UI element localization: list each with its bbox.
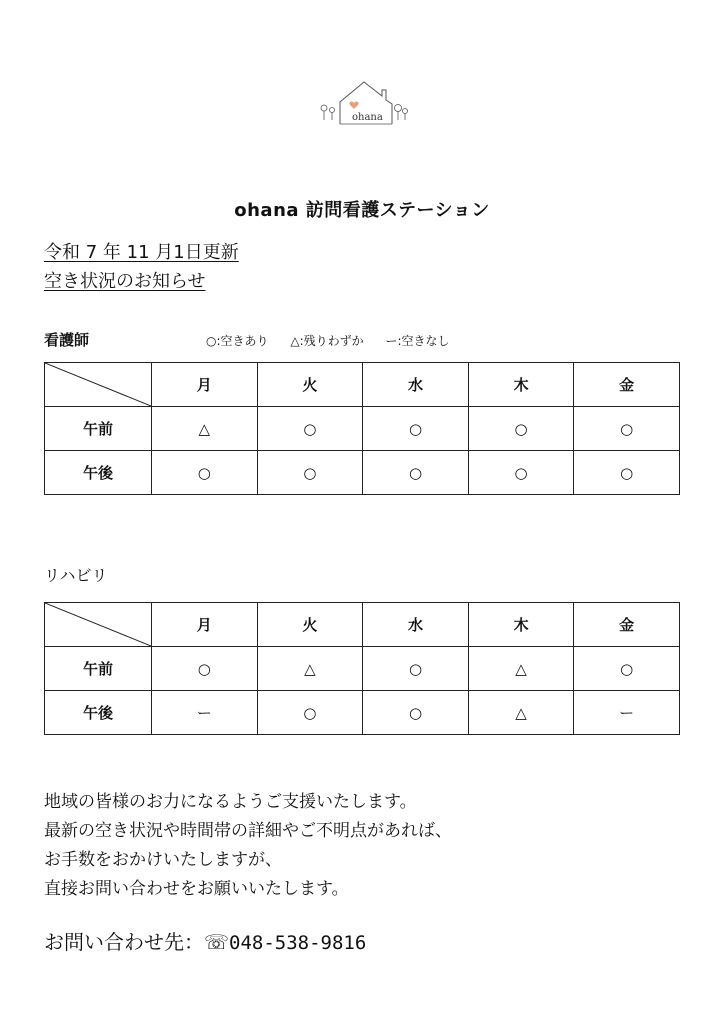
availability-mark: △ [468, 647, 574, 691]
table-row [45, 647, 680, 691]
day-header: 火 [257, 363, 363, 407]
legend-none: ー:空きなし [385, 334, 450, 348]
day-header: 水 [363, 603, 469, 647]
message-line: 最新の空き状況や時間帯の詳細やご不明点があれば、 [44, 821, 452, 841]
row-label-am: 午前 [45, 647, 152, 691]
phone-number[interactable]: 048-538-9816 [229, 932, 367, 954]
availability-mark: ○ [257, 407, 363, 451]
legend-available: ○:空きあり [206, 334, 269, 348]
day-header: 月 [152, 603, 258, 647]
row-label-am: 午前 [45, 407, 152, 451]
notice-heading: 空き状況のお知らせ [44, 271, 206, 292]
message-line: お手数をおかけいたしますが、 [44, 850, 282, 870]
day-header: 木 [468, 363, 574, 407]
contact-line [44, 926, 366, 955]
availability-mark: ○ [574, 647, 680, 691]
phone-icon: ☏ [204, 930, 230, 954]
nurse-schedule-table [44, 362, 680, 495]
legend-few: △:残りわずか [290, 334, 364, 348]
day-header: 月 [152, 363, 258, 407]
availability-mark: ○ [468, 451, 574, 495]
availability-mark: △ [152, 407, 258, 451]
day-header: 金 [574, 363, 680, 407]
row-label-pm: 午後 [45, 451, 152, 495]
day-header: 水 [363, 363, 469, 407]
availability-mark: ○ [257, 691, 363, 735]
availability-mark: ○ [257, 451, 363, 495]
availability-mark: ○ [468, 407, 574, 451]
header-row [45, 363, 680, 407]
day-header: 金 [574, 603, 680, 647]
corner-cell [45, 603, 152, 647]
nurse-section-label: 看護師 [44, 331, 90, 349]
availability-mark: ○ [152, 451, 258, 495]
day-header: 木 [468, 603, 574, 647]
day-header: 火 [257, 603, 363, 647]
legend [206, 332, 468, 349]
rehab-schedule-table [44, 602, 680, 735]
update-date: 令和 7 年 11 月1日更新 [44, 242, 239, 263]
availability-mark: △ [468, 691, 574, 735]
availability-mark: ○ [574, 407, 680, 451]
table-row [45, 407, 680, 451]
availability-mark: ー [574, 691, 680, 735]
contact-label: お問い合わせ先： [44, 930, 204, 954]
availability-mark: ー [152, 691, 258, 735]
availability-mark: ○ [363, 691, 469, 735]
table-row [45, 691, 680, 735]
message-block [44, 788, 452, 904]
message-line: 直接お問い合わせをお願いいたします。 [44, 879, 349, 899]
availability-mark: ○ [574, 451, 680, 495]
corner-cell [45, 363, 152, 407]
logo-text: ohana [352, 112, 383, 123]
availability-mark: ○ [363, 451, 469, 495]
header-row [45, 603, 680, 647]
availability-mark: ○ [363, 647, 469, 691]
row-label-pm: 午後 [45, 691, 152, 735]
availability-mark: △ [257, 647, 363, 691]
page-title: ohana 訪問看護ステーション [234, 200, 490, 221]
availability-mark: ○ [363, 407, 469, 451]
ohana-logo [310, 74, 414, 136]
availability-mark: ○ [152, 647, 258, 691]
table-row [45, 451, 680, 495]
message-line: 地域の皆様のお力になるようご支援いたします。 [44, 792, 417, 812]
rehab-section-label: リハビリ [44, 566, 108, 585]
